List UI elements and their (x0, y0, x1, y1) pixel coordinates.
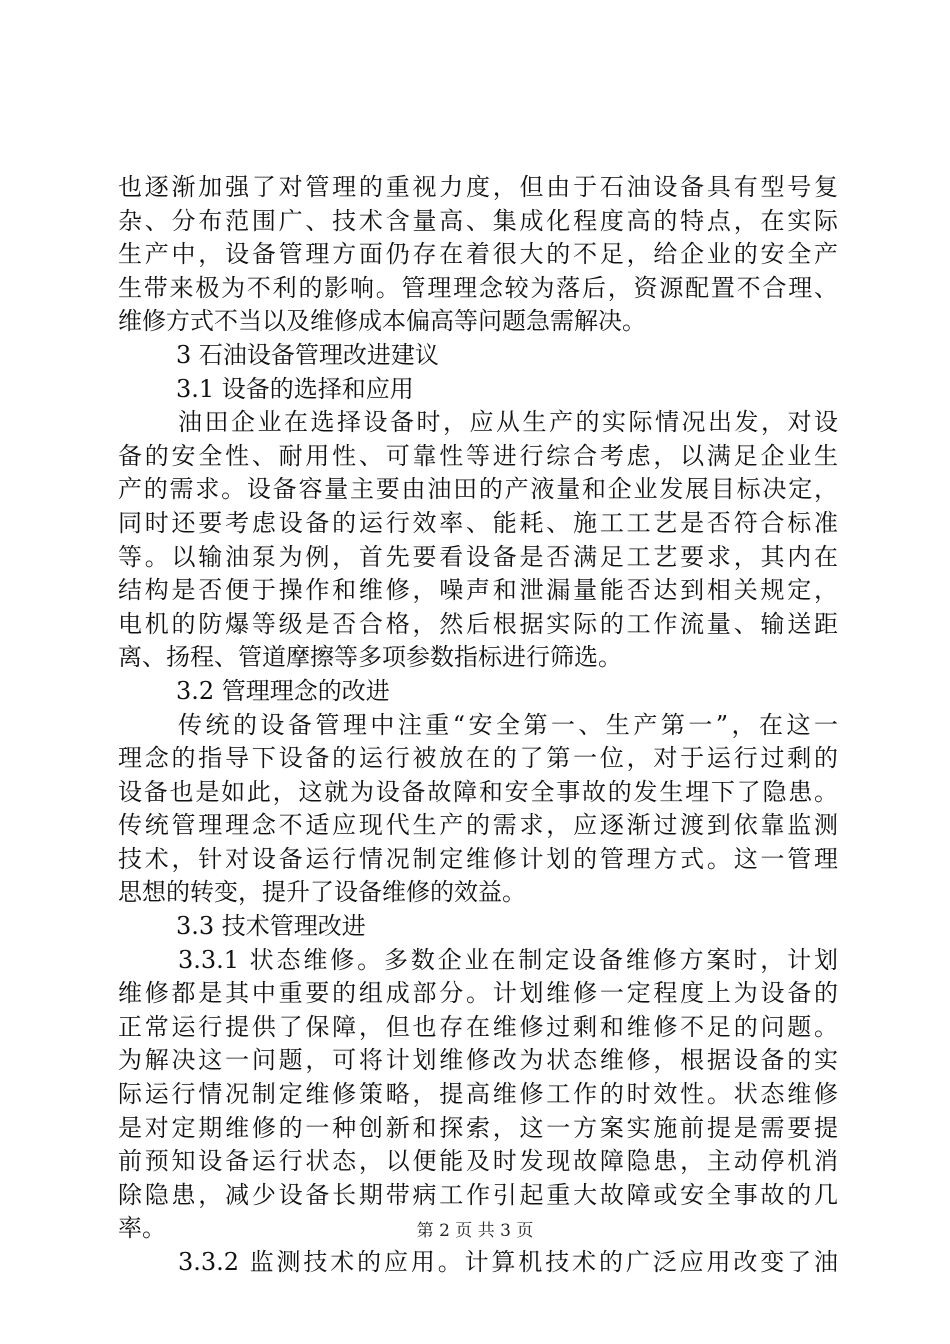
section-heading: 3.2 管理理念的改进 (176, 676, 390, 705)
paragraph-line: 备的安全性、耐用性、可靠性等进行综合考虑，以满足企业生 (118, 441, 838, 470)
paragraph-line: 传统的设备管理中注重“安全第一、生产第一”，在这一 (178, 710, 838, 739)
section-heading: 3 石油设备管理改进建议 (176, 340, 439, 369)
section-heading: 3.3 技术管理改进 (176, 912, 366, 941)
page-footer: 第 2 页 共 3 页 (416, 1221, 534, 1241)
document-body (118, 171, 838, 1280)
paragraph-line: 也逐渐加强了对管理的重视力度，但由于石油设备具有型号复 (118, 173, 838, 201)
paragraph-line: 正常运行提供了保障，但也存在维修过剩和维修不足的问题。 (118, 1012, 838, 1041)
paragraph-line: 离、扬程、管道摩擦等多项参数指标进行筛选。 (118, 643, 622, 672)
paragraph-line: 生产中，设备管理方面仍存在着很大的不足，给企业的安全产 (118, 240, 838, 269)
paragraph-line: 技术，针对设备运行情况制定维修计划的管理方式。这一管理 (118, 844, 838, 873)
paragraph-line: 是对定期维修的一种创新和探索，这一方案实施前提是需要提 (118, 1113, 838, 1142)
paragraph-line: 际运行情况制定维修策略，提高维修工作的时效性。状态维修 (118, 1080, 838, 1109)
paragraph-line: 设备也是如此，这就为设备故障和安全事故的发生埋下了隐患。 (118, 777, 838, 806)
section-heading: 3.1 设备的选择和应用 (176, 374, 414, 403)
paragraph-line: 维修都是其中重要的组成部分。计划维修一定程度上为设备的 (118, 979, 838, 1008)
paragraph-line: 维修方式不当以及维修成本偏高等问题急需解决。 (118, 307, 646, 336)
paragraph-line: 率。 (118, 1214, 166, 1243)
paragraph-line: 杂、分布范围广、技术含量高、集成化程度高的特点，在实际 (118, 206, 838, 235)
paragraph-line: 除隐患，减少设备长期带病工作引起重大故障或安全事故的几 (118, 1180, 838, 1209)
paragraph-line: 油田企业在选择设备时，应从生产的实际情况出发，对设 (178, 408, 838, 437)
paragraph-line: 为解决这一问题，可将计划维修改为状态维修，根据设备的实 (118, 1046, 838, 1075)
paragraph-line: 思想的转变，提升了设备维修的效益。 (118, 878, 526, 907)
paragraph-line: 产的需求。设备容量主要由油田的产液量和企业发展目标决定， (118, 475, 838, 504)
paragraph-line: 生带来极为不利的影响。管理理念较为落后，资源配置不合理、 (118, 273, 838, 302)
paragraph-line: 等。以输油泵为例，首先要看设备是否满足工艺要求，其内在 (118, 542, 838, 571)
paragraph-line: 传统管理理念不适应现代生产的需求，应逐渐过渡到依靠监测 (118, 811, 838, 840)
paragraph-line: 理念的指导下设备的运行被放在的了第一位，对于运行过剩的 (118, 744, 838, 773)
paragraph-line: 3.3.2 监测技术的应用。计算机技术的广泛应用改变了油 (178, 1248, 838, 1276)
paragraph-line: 同时还要考虑设备的运行效率、能耗、施工工艺是否符合标准 (118, 508, 838, 537)
paragraph-line: 结构是否便于操作和维修，噪声和泄漏量能否达到相关规定， (118, 576, 838, 605)
paragraph-line: 电机的防爆等级是否合格，然后根据实际的工作流量、输送距 (118, 609, 838, 638)
paragraph-line: 前预知设备运行状态，以便能及时发现故障隐患，主动停机消 (118, 1147, 838, 1176)
paragraph-line: 3.3.1 状态维修。多数企业在制定设备维修方案时，计划 (178, 945, 838, 974)
